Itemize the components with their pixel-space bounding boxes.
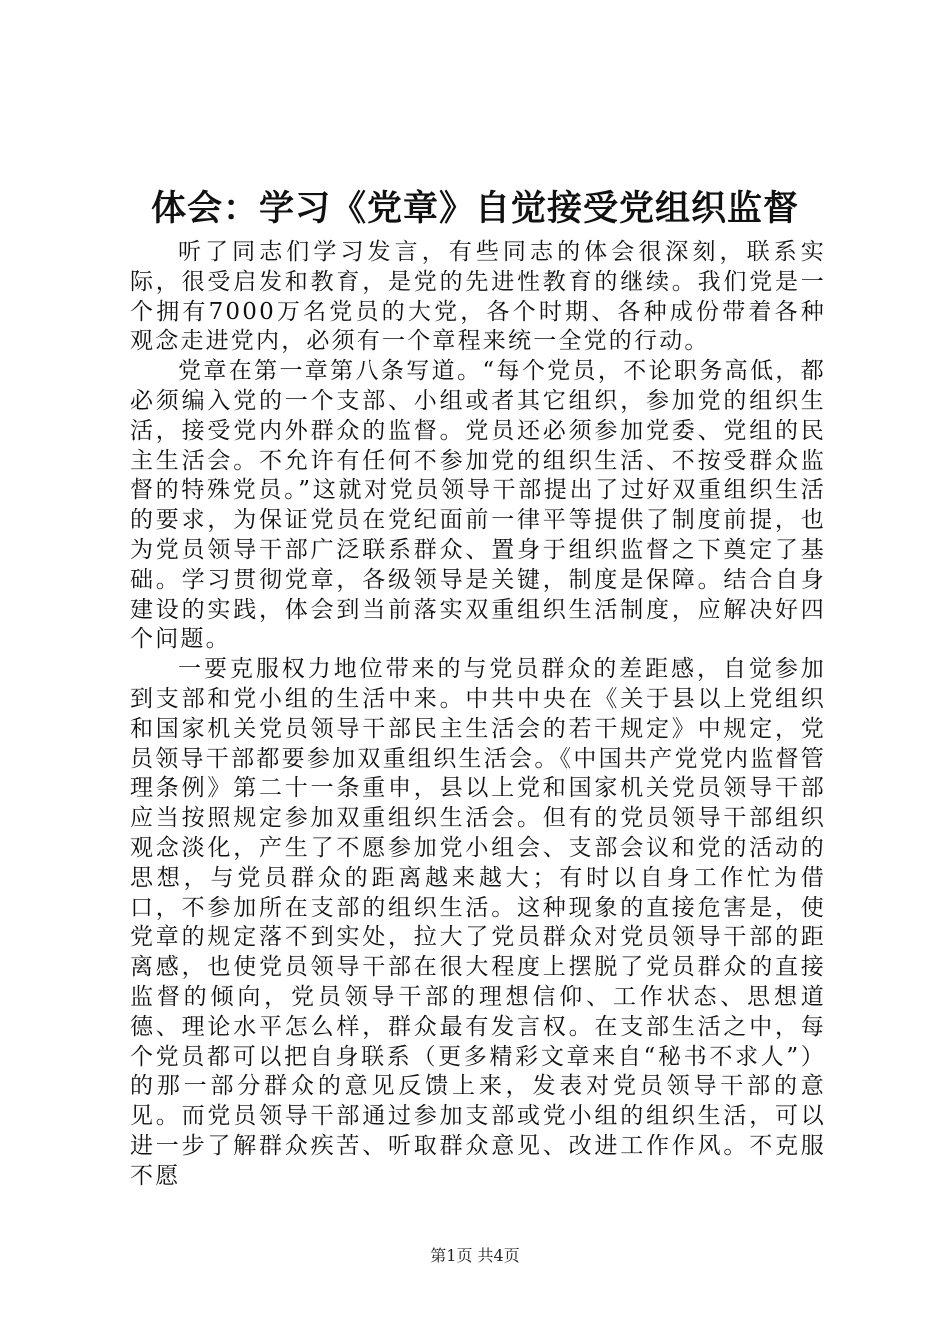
paragraph-3: 一要克服权力地位带来的与党员群众的差距感，自觉参加到支部和党小组的生活中来。中共中央在《关于县以上党组织和国家机关党员领导干部民主生活会的若干规定》中规定，党员领导干部都要参加双重组织生活会。《中国共产党党内监督管理条例》第二十一条重申，县以上党和国家机关党员领导干部应当按照规定参加双重组织生活会。但有的党员领导干部组织观念淡化，产生了不愿参加党小组会、支部会议和党的活动的思想，与党员群众的距离越来越大；有时以自身工作忙为借口，不参加所在支部的组织生活。这种现象的直接危害是，使党章的规定落不到实处，拉大了党员群众对党员领导干部的距离感，也使党员领导干部在很大程度上摆脱了党员群众的直接监督的倾向，党员领导干部的理想信仰、工作状态、思想道德、理论水平怎么样，群众最有发言权。在支部生活之中，每个党员都可以把自身联系（更多精彩文章来自“秘书不求人”）的那一部分群众的意见反馈上来，发表对党员领导干部的意见。而党员领导干部通过参加支部或党小组的组织生活，可以进一步了解群众疾苦、听取群众意见、改进工作作风。不克服不愿 <box>130 656 826 1189</box>
paragraph-1: 听了同志们学习发言，有些同志的体会很深刻，联系实际，很受启发和教育，是党的先进性教育的继续。我们党是一个拥有7000万名党员的大党，各个时期、各种成份带着各种观念走进党内，必须有一个章程来统一全党的行动。 <box>130 239 826 355</box>
paragraph-2: 党章在第一章第八条写道。“每个党员，不论职务高低，都必须编入党的一个支部、小组或者其它组织，参加党的组织生活，接受党内外群众的监督。党员还必须参加党委、党组的民主生活会。不允许有任何不参加党的组织生活、不按受群众监督的特殊党员。”这就对党员领导干部提出了过好双重组织生活的要求，为保证党员在党纪面前一律平等提供了制度前提，也为党员领导干部广泛联系群众、置身于组织监督之下奠定了基础。学习贯彻党章，各级领导是关键，制度是保障。结合自身建设的实践，体会到当前落实双重组织生活制度，应解决好四个问题。 <box>130 358 826 653</box>
document-body <box>130 238 826 1192</box>
page-number-footer: 第1页 共4页 <box>430 1246 520 1265</box>
document-title: 体会：学习《党章》自觉接受党组织监督 <box>150 189 799 229</box>
